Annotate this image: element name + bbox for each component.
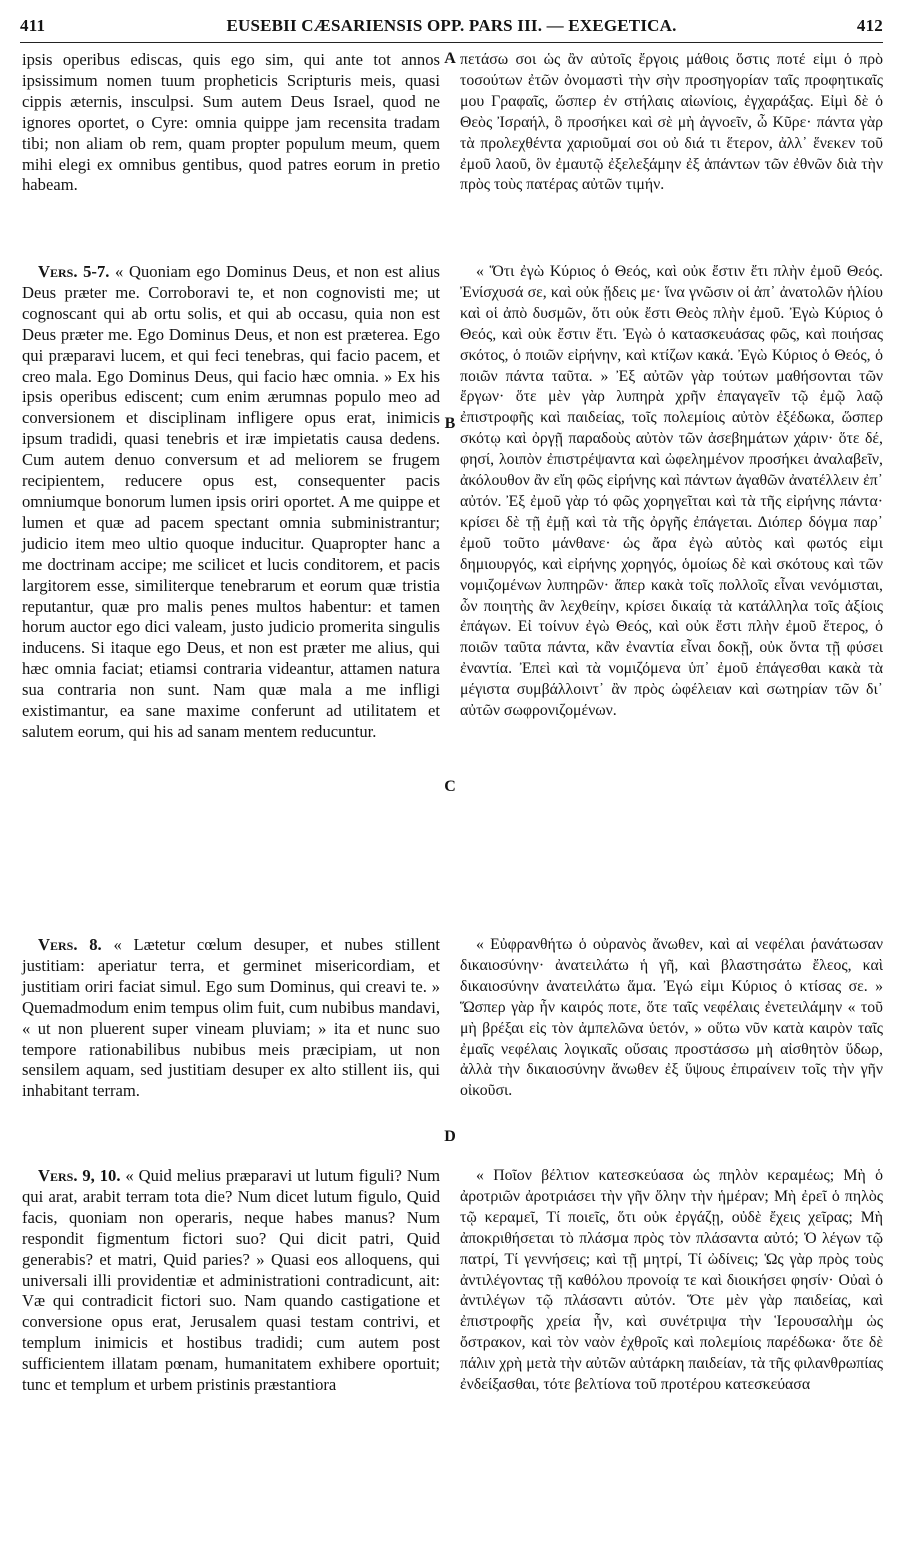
latin-text: « Lætetur cœlum desuper, et nubes stillent justitiam: aperiatur terra, et germinet misericordiam, et justitiam oriri faciat simul. Ego sum Dominus, qui creavi te. » Quemadmodum enim tempus olim fuit, cum nubibus mandavi, « ut non pluerent super vineam pluviam; » ita et nunc suo tempore rationabilibus nubibus meis præcipiam, ut non sensilem aquam, sed justitiam desuper ex alto stillent iis, qui inhabitant terram. bbox=[22, 935, 440, 1101]
greek-paragraph: « Ὅτι ἐγὼ Κύριος ὁ Θεός, καὶ οὐκ ἔστιν ἔτι πλὴν ἐμοῦ Θεός. Ἐνίσχυσά σε, καὶ οὐκ ᾔδεις με· ἵνα γνῶσιν οἱ ἀπ᾽ ἀνατολῶν ἡλίου καὶ οἱ ἀπὸ δυσμῶν, ὅτι οὐκ ἔστι Θεὸς πλὴν ἐμοῦ. Ἐγὼ Κύριος ὁ Θεός, καὶ οὐκ ἔστιν ἔτι. Ἐγὼ ὁ κατασκευάσας φῶς, καὶ ποιήσας σκότος, ὁ ποιῶν εἰρήνην, καὶ κτίζων κακά. Ἐγὼ Κύριος ὁ Θεός, ὁ ποιῶν πάντα ταῦτα. » Ἐξ αὐτῶν γὰρ τούτων μαθήσονται τῶν ἔργων· ὅτε μὲν γὰρ λυπηρὰ χρῆν ἐπαγαγεῖν τῷ ἐμῷ λαῷ ἐπιστροφῆς καὶ παιδείας, τοῖς πολεμίοις αὐτὸν ἐξέδωκα, ὥσπερ σκότῳ καὶ ὀργῇ παραδοὺς αὐτὸν τῶν ἀσεβημάτων χάριν· ὅτε δέ, φησί, λοιπὸν ἐπιστρέψαντα καὶ ὠφελημένον προσήκει ἀναλαβεῖν, ἀκόλουθον ἂν εἴη φῶς εἰρήνης καὶ πάντων ἀγαθῶν ἀνατέλλειν ἐπ᾽ αὐτόν. Ἐξ ἐμοῦ γὰρ τό φῶς χορηγεῖται καὶ τὰ τῆς εἰρήνης πάντα· κρίσει δὲ τῇ ἐμῇ καὶ τὰ τῆς ὀργῆς ἐπάγεται. Διόπερ δόγμα παρ᾽ ἐμοῦ τοῦτο μάνθανε· ὡς ἄρα ἐγὼ αὐτὸς καὶ φωτός εἰμι δημιουργός, καὶ εἰρήνης χορηγός, ὁμοίως δὲ καὶ σκότους καὶ τῶν νομιζομένων λυπηρῶν· ἅπερ κακὰ τοῖς πολλοῖς εἶναι νενόμισται, ὧν ποιητὴς ἂν λεχθείην, κρίσει δικαίᾳ τὰ κατάλληλα τοῖς ἀξίοις ἐπάγων. Εἰ τοίνυν ἐγὼ Θεός, καὶ οὐκ ἔστι πλὴν ἐμοῦ ἕτερος, ὁ ποιῶν ταῦτα πάντα, κἂν ἐναντία εἶναι δοκῇ, οὐκ ὄντα τῇ φύσει ἐναντία. Ἐπεὶ καὶ τὰ νομιζόμενα ὑπ᾽ ἐμοῦ ἐπάγεσθαι κακὰ τὰ μέγιστα συμβάλλοιντ᾽ ἂν πρὸς ὠφέλειαν καὶ σωτηρίαν τῶν δι᾽ αὐτῶν σωφρονιζομένων. bbox=[460, 263, 883, 720]
latin-text: « Quid melius præparavi ut lutum figuli? Num qui arat, arabit terram tota die? Num dicet lutum figulo, Quid facis, quoniam non operaris, neque habes manus? Num respondit figmentum fictori suo? Qui dicit patri, Quid generabis? et matri, Quid paries? » Quasi eos alloquens, qui universali illi providentiæ et administrationi contradicunt, ait: Væ qui contradicit fictori suo. Nam quando castigatione et conversione opus erat, Jerusalem quasi testam contrivi, et templum inimicis et hostibus tradidi; cum autem post sufficientem illatam pœnam, humanitatem exhibere oportuit; tunc et templum et urbem pristinis præstantiora bbox=[22, 1166, 441, 1395]
greek-paragraph: « Εὐφρανθήτω ὁ οὐρανὸς ἄνωθεν, καὶ αἱ νεφέλαι ῥανάτωσαν δικαιοσύνην· ἀνατειλάτω ἡ γῆ, καὶ βλαστησάτω ἔλεος, καὶ δικαιοσύνην ἀνατειλάτω ἅμα. Ἐγώ εἰμι Κύριος ὁ κτίσας σε. » Ὥσπερ γὰρ ἦν καιρός ποτε, ὅτε ταῖς νεφέλαις ἐνετειλάμην « τοῦ μὴ βρέξαι εἰς τὸν ἀμπελῶνα ὑετόν, » οὕτω νῦν κατὰ καιρὸν ταῖς ἐμαῖς νεφέλαις λογικαῖς οὔσαις προστάσσω μὴ αἰσθητὸν ὕδωρ, ἀλλὰ τὴν δικαιοσύνην ἄνωθεν ἐξ ὕψους ἐπιραίνειν τοῖς τὴν γῆν οἰκοῦσι. bbox=[460, 936, 883, 1100]
margin-marker-b: B bbox=[444, 415, 456, 432]
latin-block-2 bbox=[22, 262, 440, 743]
page-header bbox=[20, 12, 883, 43]
margin-marker-c: C bbox=[444, 778, 456, 795]
latin-paragraph bbox=[22, 935, 440, 1102]
greek-block-1 bbox=[460, 50, 883, 196]
verse-label: Vers. 5-7. bbox=[38, 262, 110, 281]
greek-block-4 bbox=[460, 1166, 883, 1396]
greek-paragraph: « Ποῖον βέλτιον κατεσκεύασα ὡς πηλὸν κεραμέως; Μὴ ὁ ἀροτριῶν ἀροτριάσει τὴν γῆν ὅλην τὴν ἡμέραν; Μὴ ἐρεῖ ὁ πηλὸς τῷ κεραμεῖ, Τί ποιεῖς, ὅτι οὐκ ἐργάζῃ, οὐδὲ ἔχεις χεῖρας; Μὴ ἀποκριθήσεται τὸ πλάσμα πρὸς τὸν πλάσαντα αὐτό; Ὁ λέγων τῷ πατρί, Τί γεννήσεις; καὶ τῇ μητρί, Τί ὠδίνεις; Ὡς γὰρ πρὸς τοὺς ἀντιλέγοντας τῇ καθόλου προνοίᾳ τε καὶ διοικήσει φησίν· Οὐαὶ ὁ ἀντιλέγων τῷ πλάσαντι αὐτόν. Ὅτε μὲν γὰρ παιδείας, καὶ ἐπιστροφῆς χρεία ἦν, καὶ συνέτριψα τὴν Ἱερουσαλὴμ ὡς ὄστρακον, καὶ τὸν ναὸν ἐχθροῖς καὶ πολεμίοις παρέδωκα· ὅτε δὲ πάλιν χρὴ μετὰ τὴν αὐτῶν αὐτάρκη παιδείαν, τὰ τῆς φιλανθρωπίας ἐνδείξασθαι, τότε βελτίονα τοῦ προτέρου κατεσκεύασα bbox=[460, 1167, 883, 1394]
greek-paragraph: πετάσω σοι ὡς ἂν αὐτοῖς ἔργοις μάθοις ὅστις ποτέ εἰμι ὁ πρὸ τοσούτων ἐτῶν ὀνομαστὶ τὴν σὴν προσηγορίαν ταῖς προφητικαῖς μου Γραφαῖς, ὥσπερ ἐν στήλαις αἰωνίοις, ἐγχαράξας. Εἰμὶ δὲ ὁ Θεὸς Ἰσραήλ, ὃ προσήκει καὶ σὲ μὴ ἀγνοεῖν, ὦ Κῦρε· πάντα γὰρ τὰ προλεχθέντα χαριοῦμαί σοι οὐ διά τι ἕτερον, ἀλλ᾽ ἕνεκεν τοῦ ἐμοῦ λαοῦ, ὃν ἐμαυτῷ ἐξελεξάμην ἐξ ἁπάντων τῶν ἐθνῶν διὰ τὴν πρὸς τοὺς πατέρας αὐτῶν τιμήν. bbox=[460, 51, 883, 194]
greek-block-2 bbox=[460, 262, 883, 722]
verse-label: Vers. 9, 10. bbox=[38, 1166, 121, 1185]
verse-label: Vers. 8. bbox=[38, 935, 102, 954]
greek-block-3 bbox=[460, 935, 883, 1102]
latin-paragraph bbox=[22, 262, 440, 743]
margin-marker-d: D bbox=[444, 1128, 456, 1145]
latin-paragraph bbox=[22, 1166, 440, 1396]
latin-block-1 bbox=[22, 50, 440, 196]
latin-block-3 bbox=[22, 935, 440, 1102]
page-number-right: 412 bbox=[856, 16, 883, 35]
running-title: EUSEBII CÆSARIENSIS OPP. PARS III. — EXEGETICA. bbox=[226, 16, 677, 35]
margin-marker-a: A bbox=[444, 50, 456, 67]
page-number-left: 411 bbox=[20, 16, 46, 35]
latin-block-4 bbox=[22, 1166, 440, 1396]
latin-paragraph: ipsis operibus ediscas, quis ego sim, qui ante tot annos ipsissimum nomen tuum propheticis Scripturis meis, quasi cippis æternis, insculpsi. Sum autem Deus Israel, quod ne ignores oportet, o Cyre: omnia quippe jam recensita tradam tibi; non aliam ob rem, quam propter populum meum, quem mihi elegi ex omnibus gentibus, quod patres eorum in pretio habeam. bbox=[22, 50, 440, 195]
latin-text: « Quoniam ego Dominus Deus, et non est alius Deus præter me. Corroboravi te, et non cognovisti me; ut cognoscant qui ab ortu solis, et qui ab occasu, quia non est Deus præter me. Ego Dominus Deus, et non est præterea. Ego qui præparavi lucem, et qui feci tenebras, qui facio pacem, et creo mala. Ego Dominus Deus, qui facio hæc omnia. » Ex his ipsis operibus ediscent; cum enim ærumnas populo meo ad conversionem et disciplinam infligere opus erat, inimicis ipsum tradidi, quasi tenebris et iræ impietatis causa dedens. Cum autem denuo conversum et ad meliorem se frugem recipientem, reducere opus est, consequenter pacis omniumque bonorum lumen ipsis oriri oportet. A me quippe et lumen et quæ ad pacem spectant omnia subministrantur; judicio item meo ultio quoque inducitur. Quapropter hanc a me doctrinam accipe; me scilicet et lucis conditorem, et pacis largitorem esse, similiterque tenebrarum et eorum quæ tristia reputantur, quæ pro malis penes multos habentur: et tamen horum auctor ego dici valeam, justo judicio promerita singulis inducens. Si itaque ego Deus, et non est præter me alius, qui hæc omnia faciat; etiamsi contraria videantur, attamen natura sua contraria non sunt. Nam quæ mala a me infligi existimantur, ea sane maxime conferunt ad utilitatem et salutem eorum, qui his ad sanam mentem reducuntur. bbox=[22, 262, 440, 741]
